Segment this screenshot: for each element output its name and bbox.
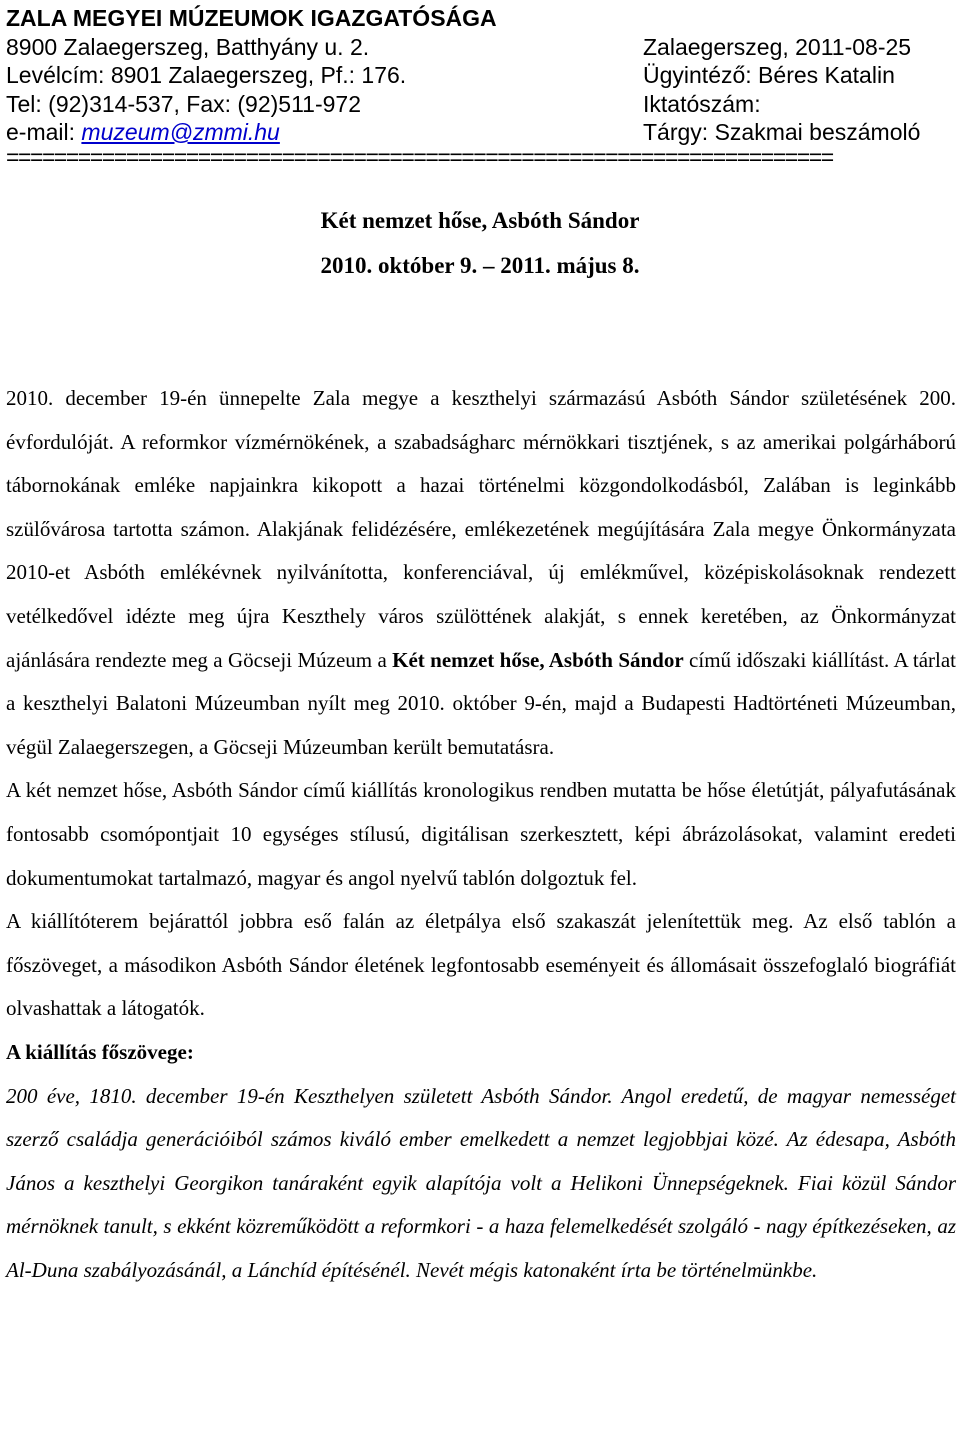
- organization-address: 8900 Zalaegerszeg, Batthyány u. 2.: [6, 33, 370, 60]
- email-link[interactable]: muzeum@zmmi.hu: [81, 119, 280, 145]
- letter-date: Zalaegerszeg, 2011-08-25: [643, 33, 912, 60]
- paragraph-exhibition: A két nemzet hőse, Asbóth Sándor című kiállítás kronologikus rendben mutatta be hőse életútját, pályafutásának fontosabb csomópontjait 10 egységes stílusú, digitálisan szerkesztett, képi ábrázolásokat, valamint eredeti dokumentumokat tartalmazó, magyar és angol nyelvű tablón dolgoztuk fel.: [6, 778, 956, 890]
- letter-subject: Tárgy: Szakmai beszámoló: [643, 119, 921, 145]
- paragraph-intro: [6, 377, 956, 769]
- exhibition-dates: 2010. október 9. – 2011. május 8.: [320, 253, 640, 278]
- paragraph-intro-text-b: című időszaki kiállítást. A tárlat a keszthelyi Balatoni Múzeumban nyílt meg 2010. október 9-én, majd a Budapesti Hadtörténeti Múzeumban, végül Zalaegerszegen, a Göcseji Múzeumban került bemutatásra.: [6, 647, 957, 759]
- organization-name: ZALA MEGYEI MÚZEUMOK IGAZGATÓSÁGA: [6, 5, 497, 31]
- section-subheading: A kiállítás főszövege:: [6, 1039, 194, 1064]
- paragraph-intro-bold-title: Két nemzet hőse, Asbóth Sándor: [392, 647, 684, 672]
- email-label: e-mail:: [6, 119, 82, 145]
- paragraph-main-text: 200 éve, 1810. december 19-én Keszthelyen született Asbóth Sándor. Angol eredetű, de magyar nemességet szerző családja generációiból számos kiváló ember emelkedett a nemzet legjobbjai közé. Az édesapa, Asbóth János a keszthelyi Georgikon tanáraként egyik alapítója volt a Helikoni Ünnepségeknek. Fiai közül Sándor mérnöknek tanult, s ekként közreműködött a reformkori - a haza felemelkedését szolgáló - nagy építkezéseken, az Al-Duna szabályozásánál, a Lánchíd építésénél. Nevét mégis katonaként írta be történelmünkbe.: [6, 1083, 956, 1282]
- reference-number: Iktatószám:: [643, 90, 761, 117]
- paragraph-layout: A kiállítóterem bejárattól jobbra eső falán az életpálya első szakaszát jelenítettük meg. Az első tablón a főszöveget, a másodikon Asbóth Sándor életének legfontosabb eseményeit és állomásait összefoglaló biográfiát olvashattak a látogatók.: [6, 909, 956, 1021]
- administrator: Ügyintéző: Béres Katalin: [643, 62, 895, 88]
- letterhead: [6, 4, 956, 147]
- phone-fax: Tel: (92)314-537, Fax: (92)511-972: [6, 90, 361, 117]
- postal-address: Levélcím: 8901 Zalaegerszeg, Pf.: 176.: [6, 62, 407, 88]
- paragraph-intro-text-a: 2010. december 19-én ünnepelte Zala megye a keszthelyi származású Asbóth Sándor születésének 200. évfordulóját. A reformkor vízmérnökének, a szabadságharc mérnökkari tisztjének, s az amerikai polgárháború tábornokának emléke napjainkra kikopott a hazai történelmi közgondolkodásból, Zalában is leginkább szülővárosa tartotta számon. Alakjának felidézésére, emlékezetének megújítására Zala megye Önkormányzata 2010-et Asbóth emlékévnek nyilvánította, konferenciával, új emlékművel, középiskolásoknak rendezett vetélkedővel idézte meg újra Keszthely város szülöttének alakját, s ennek keretében, az Önkormányzat ajánlására rendezte meg a Göcseji Múzeum a: [6, 386, 956, 672]
- exhibition-title: Két nemzet hőse, Asbóth Sándor: [320, 208, 640, 233]
- separator-line: =====================================================================: [6, 146, 833, 168]
- report-body: [6, 377, 956, 1292]
